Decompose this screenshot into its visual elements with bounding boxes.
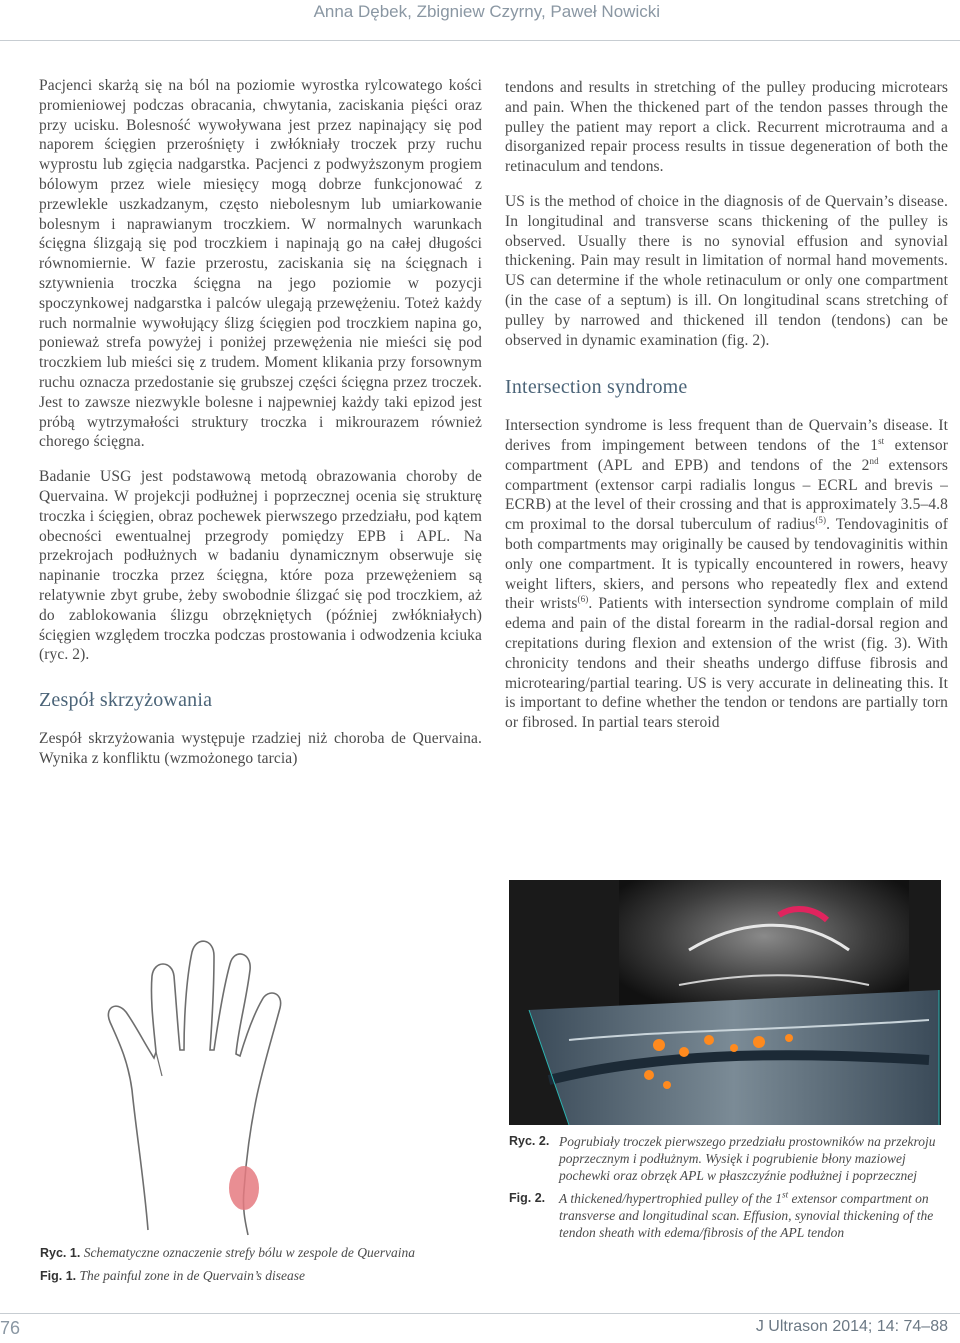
caption-english: Fig. 2. A thickened/hypertrophied pulley of the 1st extensor compartment on transverse and longitudinal scan. Effusion, synovial thickening of the tendon sheath with edema/fibrosis of the APL tendon <box>509 1189 934 1240</box>
section-heading: Zespół skrzyżowania <box>39 689 213 712</box>
running-head-authors: Anna Dębek, Zbigniew Czyrny, Paweł Nowicki <box>313 2 660 21</box>
footer-rule <box>0 1313 960 1314</box>
header-rule <box>0 40 960 41</box>
doppler-dot <box>753 1036 765 1048</box>
page-number: 76 <box>0 1318 21 1338</box>
paragraph: tendons and results in stretching of the pulley producing microtears and pain. When the thickened part of the tendon passes through the pulley the patient may report a click. Recurrent microtrauma and a disorganized repair process results in tissue degeneration of both the retinaculum and tendons. <box>505 79 948 176</box>
doppler-dot <box>644 1070 654 1080</box>
right-column <box>505 78 948 748</box>
doppler-dot <box>704 1035 714 1045</box>
paragraph: US is the method of choice in the diagnosis of de Quervain’s disease. In longitudinal and transverse scans thickening of the pulley is observed. Usually there is no synovial effusion and synovial thickening. Pain may result in limitation of normal hand movements. US can determine if the whole retinaculum or only one compartment (in the case of a septum) is ill. On longitudinal scans stretching of pulley by narrowed and thickened ill tendon (tendons) can be observed in dynamic examination (fig. 2). <box>505 192 948 349</box>
paragraph: Zespół skrzyżowania występuje rzadziej niż choroba de Quervaina. Wynika z konfliktu (wzmożonego tarcia) <box>39 729 482 767</box>
hand-illustration <box>96 930 326 1240</box>
figure-1-caption <box>40 1244 480 1290</box>
finger-line <box>156 1052 162 1076</box>
doppler-dot <box>679 1047 689 1057</box>
caption-polish: Ryc. 2. Pogrubiały troczek pierwszego przedziału prostowników na przekroju poprzecznym i podłużnym. Wysięk i pogrubienie błony maziowej pochewki oraz obrzęk APL w płaszczyźnie podłużnej i poprzecznej <box>509 1134 936 1183</box>
doppler-dot <box>785 1034 793 1042</box>
journal-reference: J Ultrason 2014; 14: 74–88 <box>755 1318 948 1335</box>
doppler-dot <box>653 1039 665 1051</box>
doppler-dot <box>663 1081 671 1089</box>
paragraph: Pacjenci skarżą się na ból na poziomie wyrostka rylcowatego kości promieniowej podczas obracania, chwytania, zaciskania pięści oraz przy ucisku. Bolesność wywoływana jest przez napinający się pod naporem ścięgien przerośnięty i zwłókniały troczek przy ruchu wyprostu lub zgięcia nadgarstka. Pacjenci z podwyższonym progiem bólowym przez wiele miesięcy mogą dobrze funkcjonować z przewlekle uszkadzanym, często niebolesnym lub umiarkowanie bolesnym i naprawianym troczkiem. W normalnych warunkach ścięgna ślizgają się pod troczkiem i napinają go na całej długości równomiernie. W fazie przerostu, zaciskania się na ścięgnach i sztywnienia troczka ścięgna na jego poziomie w pozycji spoczynkowej nadgarstka i palców ulegają przewężeniu. Toteż każdy ruch normalnie wywołujący ślizg ścięgien pod troczkiem napina go, ponieważ strefa powyżej i poniżej przewężenia nie mieści się pod troczkiem lub mieści się z trudem. Moment klikania przy forsownym ruchu oznacza przedostanie się grubszej części ścięgna przez troczek. Jest to zawsze niezwykle bolesne i najpewniej każdy taki epizod jest próbą wytrzymałości struktury troczka i mikrourazem również chorego ścięgna. <box>39 77 482 451</box>
caption-polish: Ryc. 1. Schematyczne oznaczenie strefy bólu w zespole de Quervaina <box>40 1245 415 1260</box>
left-column <box>39 76 482 784</box>
ultrasound-image <box>509 880 941 1125</box>
figure-2-caption <box>509 1133 949 1247</box>
caption-english: Fig. 1. The painful zone in de Quervain’s disease <box>40 1268 305 1283</box>
section-heading: Intersection syndrome <box>505 376 688 399</box>
paragraph: Intersection syndrome is less frequent than de Quervain’s disease. It derives from impingement between tendons of the 1st extensor compartment (APL and EPB) and tendons of the 2nd extensors compartment (extensor carpi radialis longus – ECRL and brevis – ECRB) at the level of their crossing and that is approximately 3.5–4.8 cm proximal to the dorsal tuberculum of radius$^{(5)}$. Tendovaginitis of both compartments may originally be caused by tendovaginitis within only one compartment. It is typically encountered in rowers, heavy weight lifters, skiers, and persons who repeatedly flex and extend their wrists$^{(6)}$. Patients with intersection syndrome complain of mild edema and pain of the distal forearm in the radial-dorsal region and crepitations during flexion and extension of the wrist (fig. 3). With chronicity tendons and their sheaths undergo diffuse fibrosis and microtearing/partial tearing. US is very accurate in delineating this. It is important to define whether the tendon or tendons are partially torn or fibrosed. In partial tears steroid <box>505 417 949 732</box>
painful-zone-marker <box>229 1166 259 1210</box>
doppler-dot <box>730 1044 738 1052</box>
paragraph: Badanie USG jest podstawową metodą obrazowania choroby de Quervaina. W projekcji podłużnej i poprzecznej ocenia się strukturę troczka i ścięgien, obraz pochewek pierwszego przedziału, pod kątem obecności ewentualnej przegrody pomiędzy EPB i APL. Na przekrojach podłużnych w badaniu dynamicznym obserwuje się napinanie troczka przez ścięgna, które poza przewężeniem są relatywnie zbyt grube, żeby swobodnie ślizgać się pod troczkiem, aż do zablokowania ślizgu obrzękniętych (później zwłókniałych) ścięgien względem troczka podczas prostowania i odwodzenia kciuka (ryc. 2). <box>39 468 482 664</box>
